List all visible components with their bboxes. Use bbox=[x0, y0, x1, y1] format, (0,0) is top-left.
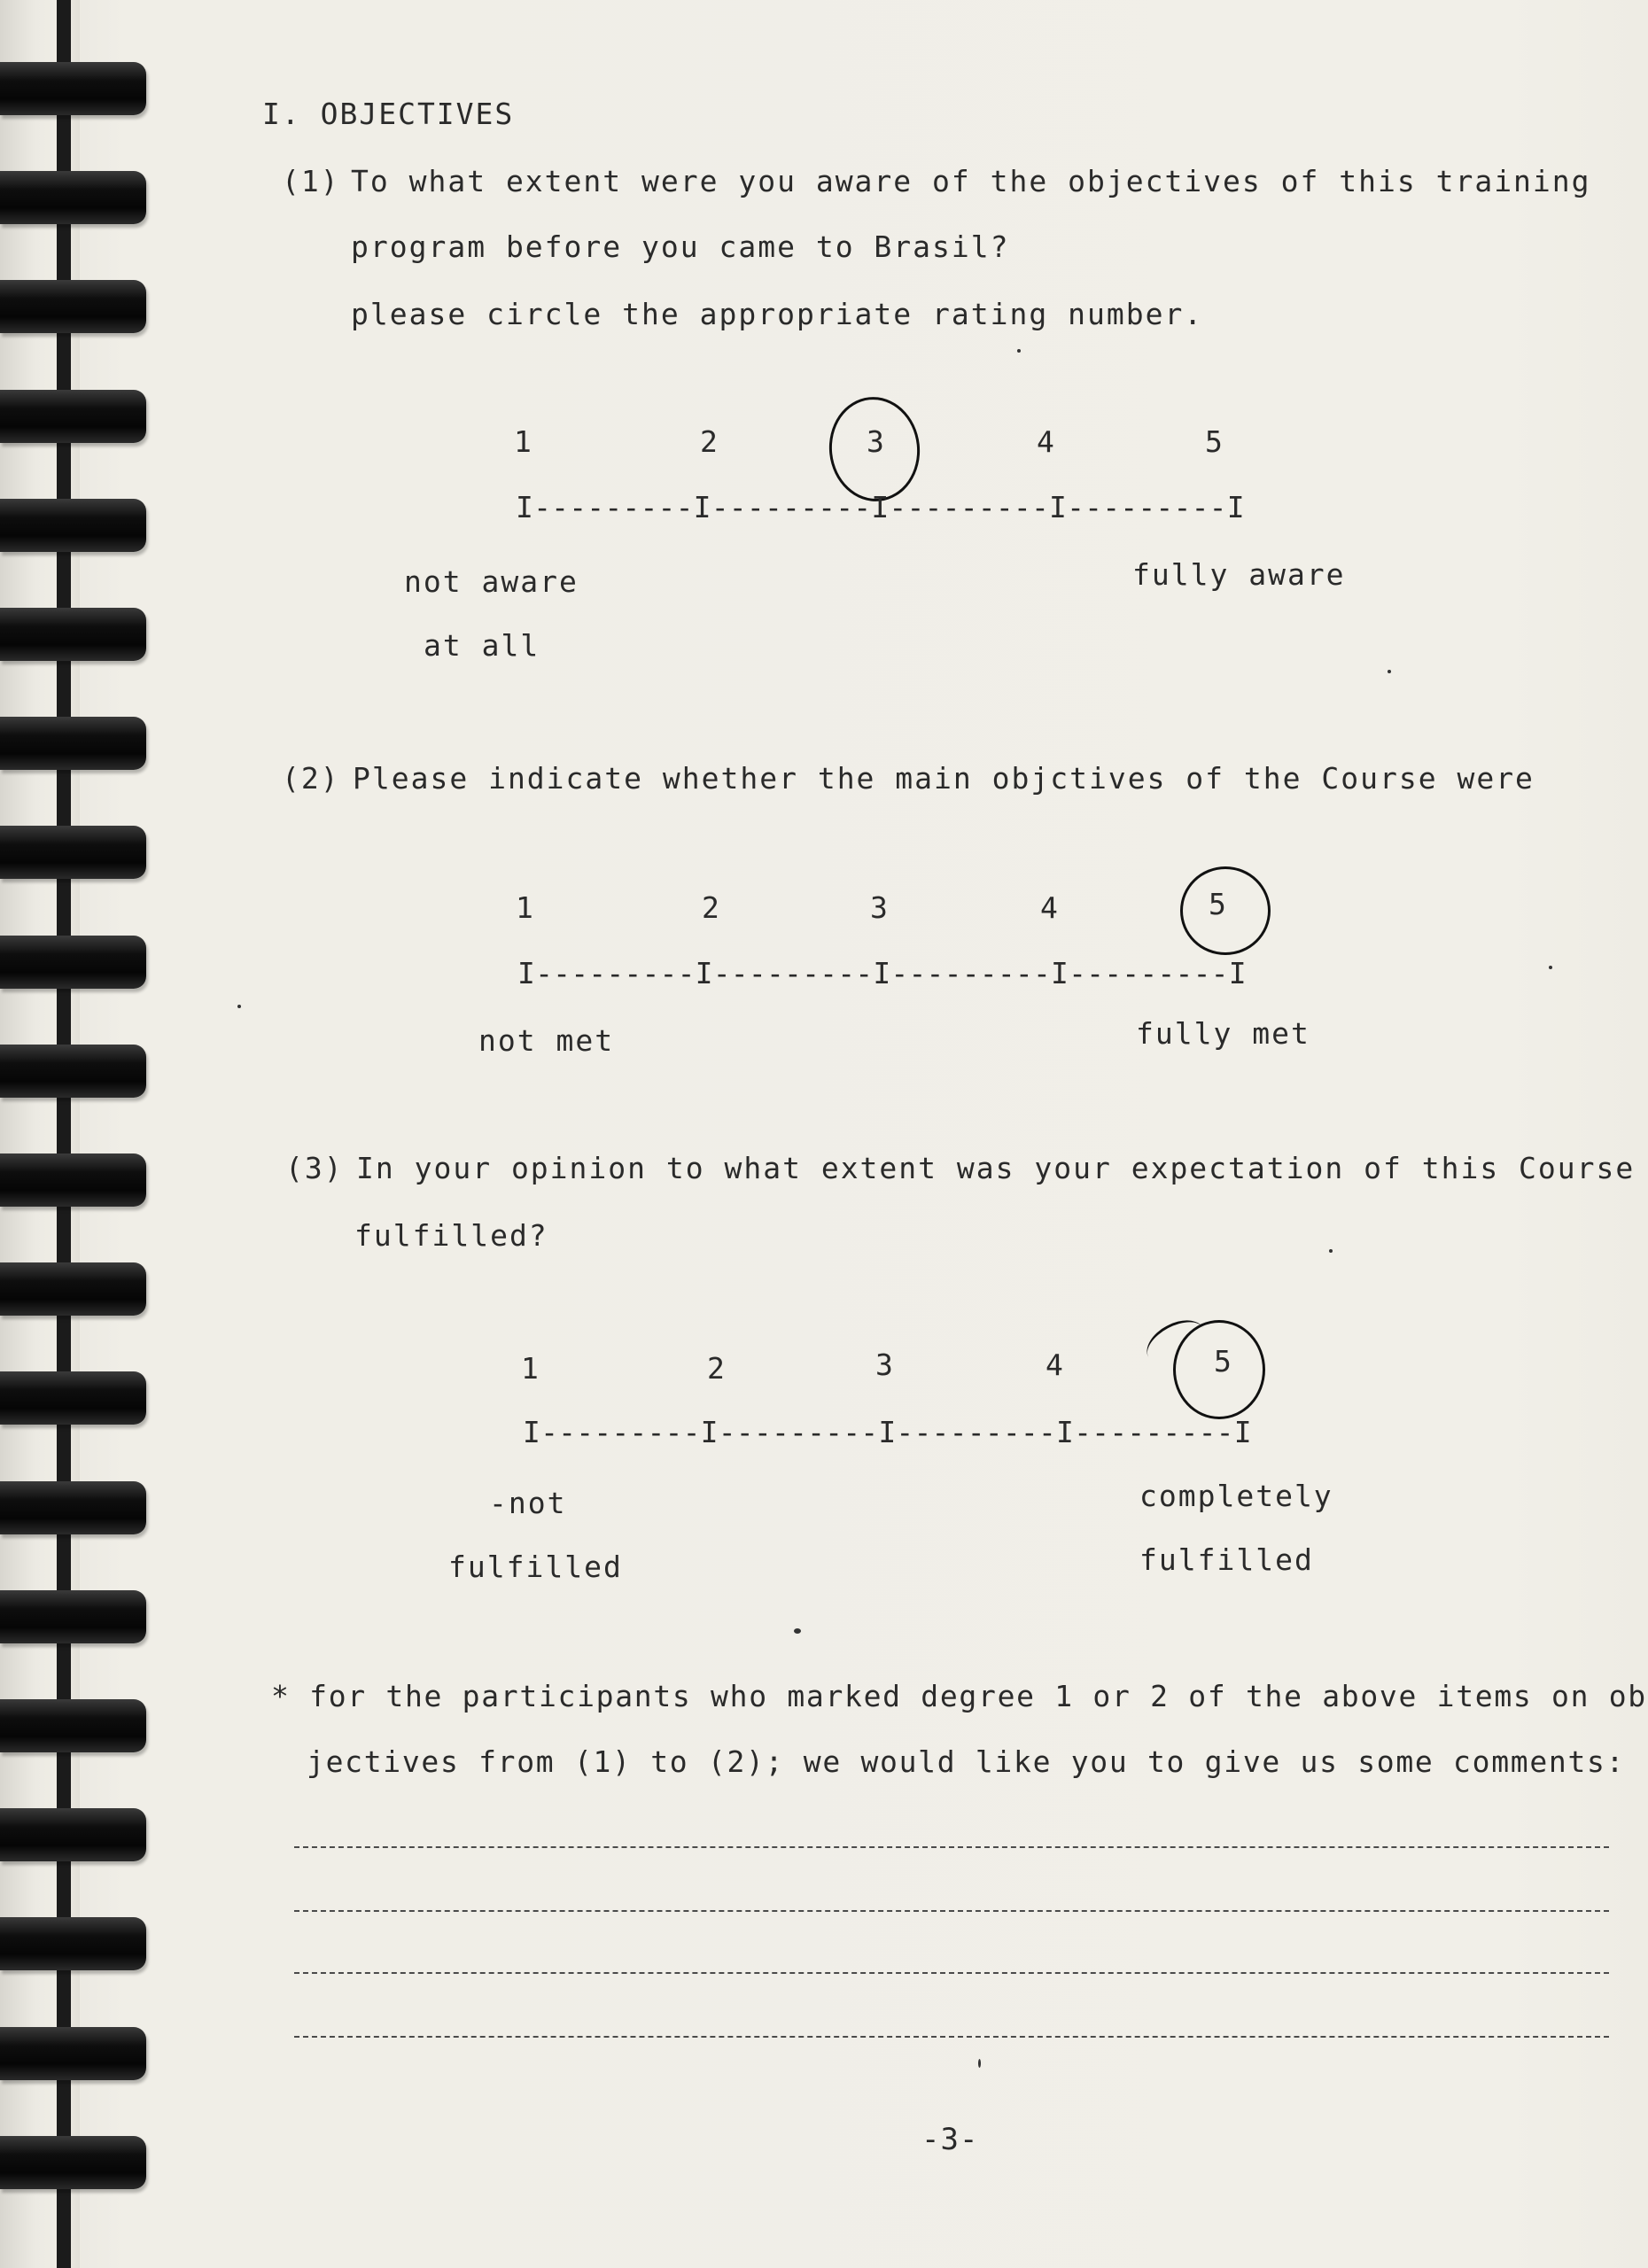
q1-text-line1: To what extent were you aware of the objectives of this training bbox=[351, 164, 1591, 198]
q3-scale-5[interactable]: 5 bbox=[1214, 1344, 1232, 1379]
q2-scale-2[interactable]: 2 bbox=[702, 890, 719, 925]
binding-coil bbox=[0, 2136, 146, 2189]
q3-high-label-2: fulfilled bbox=[1139, 1542, 1314, 1577]
q1-scale-2[interactable]: 2 bbox=[700, 424, 718, 459]
q2-number: (2) bbox=[282, 761, 340, 796]
speck bbox=[1329, 1249, 1333, 1253]
q3-scale-1[interactable]: 1 bbox=[521, 1351, 539, 1386]
speck bbox=[1549, 966, 1552, 969]
q2-low-label: not met bbox=[478, 1023, 615, 1058]
comment-line-1[interactable] bbox=[294, 1846, 1609, 1848]
binding-coil bbox=[0, 499, 146, 552]
binding-coil bbox=[0, 62, 146, 115]
binding-coil bbox=[0, 2027, 146, 2080]
binding-coil bbox=[0, 717, 146, 770]
q3-scale-3[interactable]: 3 bbox=[875, 1348, 893, 1382]
q2-selection-circle bbox=[1180, 866, 1271, 955]
q2-scale-4[interactable]: 4 bbox=[1040, 890, 1058, 925]
binding-coil bbox=[0, 1699, 146, 1752]
section-title: I. OBJECTIVES bbox=[262, 97, 515, 131]
binding-coil bbox=[0, 1808, 146, 1861]
binding-coil bbox=[0, 1917, 146, 1970]
q1-scale-line: I---------I---------I---------I---------I bbox=[516, 490, 1245, 524]
q2-scale-3[interactable]: 3 bbox=[870, 890, 888, 925]
binding-coil bbox=[0, 1590, 146, 1643]
q1-text-line2: program before you came to Brasil? bbox=[351, 229, 1010, 264]
binding-coil bbox=[0, 1262, 146, 1316]
q1-number: (1) bbox=[282, 164, 340, 198]
binding-coil bbox=[0, 280, 146, 333]
q3-low-label-2: fulfilled bbox=[448, 1550, 623, 1584]
q3-text-line1: In your opinion to what extent was your expectation of this Course bbox=[356, 1151, 1636, 1185]
q1-scale-1[interactable]: 1 bbox=[514, 424, 532, 459]
q3-scale-4[interactable]: 4 bbox=[1046, 1348, 1063, 1382]
q1-scale-3[interactable]: 3 bbox=[867, 424, 884, 459]
binding-coil bbox=[0, 1045, 146, 1098]
comment-line-4[interactable] bbox=[294, 2036, 1609, 2038]
q2-high-label: fully met bbox=[1136, 1016, 1310, 1051]
q2-scale-line: I---------I---------I---------I---------I bbox=[517, 956, 1247, 990]
speck bbox=[794, 1628, 801, 1634]
q2-text-line1: Please indicate whether the main objctives of the Course were bbox=[353, 761, 1535, 796]
comment-line-3[interactable] bbox=[294, 1972, 1609, 1974]
speck bbox=[237, 1005, 241, 1008]
q1-selection-circle bbox=[824, 392, 925, 506]
q1-scale-5[interactable]: 5 bbox=[1205, 424, 1223, 459]
q1-scale-4[interactable]: 4 bbox=[1037, 424, 1054, 459]
q3-scale-2[interactable]: 2 bbox=[707, 1351, 725, 1386]
speck bbox=[978, 2059, 981, 2068]
q1-text-line3: please circle the appropriate rating number. bbox=[351, 297, 1204, 331]
binding-coil bbox=[0, 1153, 146, 1207]
comment-line-2[interactable] bbox=[294, 1910, 1609, 1912]
q2-scale-5[interactable]: 5 bbox=[1209, 887, 1226, 921]
speck bbox=[1388, 670, 1391, 673]
comment-instruction-line2: jectives from (1) to (2); we would like you to give us some comments: bbox=[307, 1744, 1626, 1779]
q1-low-label-2: at all bbox=[424, 628, 540, 663]
page-number: -3- bbox=[921, 2122, 979, 2157]
q2-scale-1[interactable]: 1 bbox=[516, 890, 533, 925]
q3-low-label-1: -not bbox=[489, 1486, 567, 1520]
binding-coil bbox=[0, 936, 146, 989]
binding-coil bbox=[0, 608, 146, 661]
binding-coil bbox=[0, 390, 146, 443]
q1-low-label-1: not aware bbox=[404, 564, 579, 599]
binding-coil bbox=[0, 826, 146, 879]
binding-coil bbox=[0, 171, 146, 224]
q3-high-label-1: completely bbox=[1139, 1479, 1333, 1513]
comment-instruction-line1: * for the participants who marked degree 1 or 2 of the above items on ob bbox=[271, 1679, 1647, 1713]
binding-coil bbox=[0, 1371, 146, 1425]
q1-high-label: fully aware bbox=[1132, 557, 1346, 592]
q3-number: (3) bbox=[285, 1151, 344, 1185]
q3-text-line2: fulfilled? bbox=[354, 1218, 548, 1253]
binding-coil bbox=[0, 1481, 146, 1534]
speck bbox=[1017, 349, 1021, 353]
q3-scale-line: I---------I---------I---------I---------I bbox=[523, 1415, 1252, 1449]
